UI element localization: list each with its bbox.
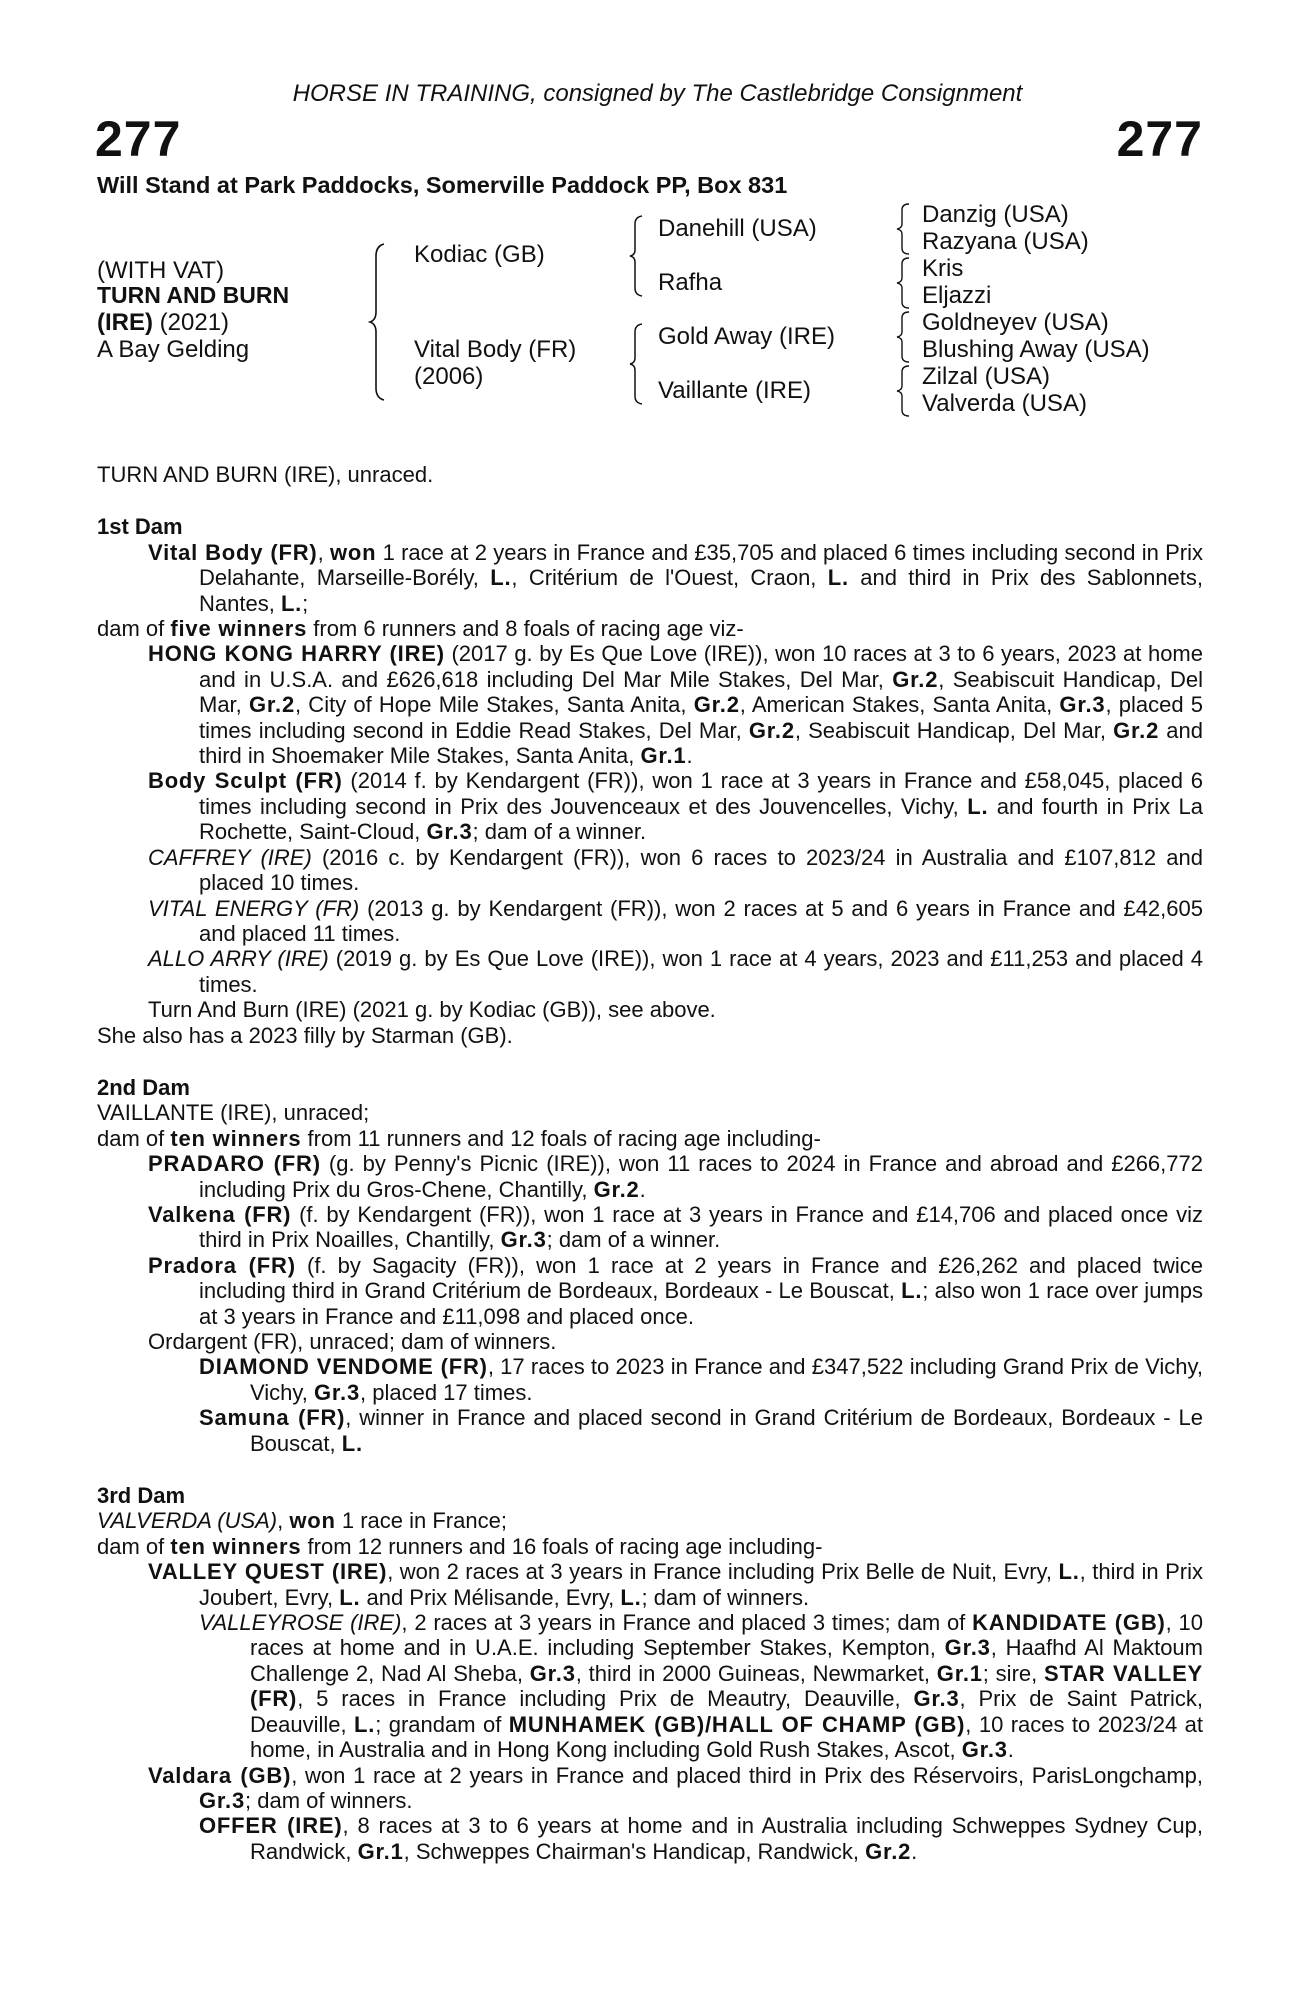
brace-g2 bbox=[895, 256, 911, 310]
first-dam-record: Vital Body (FR), won 1 race at 2 years in France and £35,705 and placed 6 times including second in Prix Delahante, Marseille-Borély, L., Critérium de l'Ouest, Craon, L. and third in Prix des Sablonnets, Nantes, L.; bbox=[148, 539, 1204, 616]
second-dam-heading: 2nd Dam bbox=[97, 1074, 190, 1100]
produce-hong-kong-harry: HONG KONG HARRY (IRE) (2017 g. by Es Que Love (IRE)), won 10 races at 3 to 6 years, 2023 at home and in U.S.A. and £626,618 including Del Mar Mile Stakes, Del Mar, Gr.2, Seabiscuit Handicap, Del Mar, Gr.2, City of Hope Mile Stakes, Santa Anita, Gr.2, American Stakes, Santa Anita, Gr.3, placed 5 times including second in Eddie Read Stakes, Del Mar, Gr.2, Seabiscuit Handicap, Del Mar, Gr.2 and third in Shoemaker Mile Stakes, Santa Anita, Gr.1. bbox=[148, 641, 1203, 769]
gdam-5: Goldneyev (USA) bbox=[922, 309, 1109, 336]
sire-dam: Rafha bbox=[658, 269, 723, 296]
horse-description: A Bay Gelding bbox=[97, 336, 250, 363]
brace-g1 bbox=[895, 202, 911, 256]
horse-name: TURN AND BURN bbox=[97, 282, 290, 308]
brace-dam bbox=[628, 322, 644, 406]
produce-body-sculpt: Body Sculpt (FR) (2014 f. by Kendargent (FR)), won 1 race at 3 years in France and £58,045, placed 6 times including second in Prix des Jouvenceaux et des Jouvencelles, Vichy, L. and fourth in Prix La Rochette, Saint-Cloud, Gr.3; dam of a winner. bbox=[148, 768, 1203, 845]
third-dam-heading: 3rd Dam bbox=[97, 1483, 186, 1509]
dam-name: Vital Body (FR) bbox=[414, 336, 577, 363]
gdam-6: Blushing Away (USA) bbox=[922, 336, 1150, 363]
produce-vital-energy: VITAL ENERGY (FR) (2013 g. by Kendargent (FR)), won 2 races at 5 and 6 years in France and £42,605 and placed 11 times. bbox=[148, 895, 1203, 946]
produce-diamond-vendome: DIAMOND VENDOME (FR), 17 races to 2023 in France and £347,522 including Grand Prix de Vichy, Vichy, Gr.3, placed 17 times. bbox=[199, 1354, 1203, 1405]
dam-dam: Vaillante (IRE) bbox=[658, 377, 811, 404]
horse-name-suffix bbox=[97, 309, 229, 336]
first-dam-heading: 1st Dam bbox=[97, 514, 183, 540]
third-dam-name: VALVERDA (USA), won 1 race in France; bbox=[97, 1508, 507, 1534]
produce-pradaro: PRADARO (FR) (g. by Penny's Picnic (IRE)), won 11 races to 2024 in France and abroad and £266,772 including Prix du Gros-Chene, Chantilly, Gr.2. bbox=[148, 1151, 1203, 1202]
sire-name: Kodiac (GB) bbox=[414, 241, 545, 268]
vat-note: (WITH VAT) bbox=[97, 257, 225, 284]
second-dam-name: VAILLANTE (IRE), unraced; bbox=[97, 1100, 370, 1126]
produce-ordargent: Ordargent (FR), unraced; dam of winners. bbox=[148, 1329, 557, 1354]
produce-turn-and-burn: Turn And Burn (IRE) (2021 g. by Kodiac (GB)), see above. bbox=[148, 997, 716, 1023]
produce-pradora: Pradora (FR) (f. by Sagacity (FR)), won 1 race at 2 years in France and £26,262 and placed twice including third in Grand Critérium de Bordeaux, Bordeaux - Le Bouscat, L.; also won 1 race over jumps at 3 years in France and £11,098 and placed once. bbox=[148, 1252, 1203, 1329]
produce-valkena: Valkena (FR) (f. by Kendargent (FR)), won 1 race at 3 years in France and £14,706 and placed once viz third in Prix Noailles, Chantilly, Gr.3; dam of a winner. bbox=[148, 1201, 1203, 1253]
stand-location: Will Stand at Park Paddocks, Somerville Paddock PP, Box 831 bbox=[97, 172, 788, 198]
gdam-4: Eljazzi bbox=[922, 282, 992, 309]
lot-number-left: 277 bbox=[95, 111, 182, 167]
gdam-2: Razyana (USA) bbox=[922, 228, 1089, 255]
lot-number-right: 277 bbox=[1116, 111, 1203, 167]
brace-sire bbox=[628, 214, 644, 298]
gdam-7: Zilzal (USA) bbox=[922, 363, 1051, 390]
first-dam-name: Vital Body (FR) bbox=[148, 539, 318, 565]
won-label: won bbox=[329, 539, 377, 565]
produce-valleyrose: VALLEYROSE (IRE), 2 races at 3 years in France and placed 3 times; dam of KANDIDATE (GB), 10 races at home and in U.A.E. including September Stakes, Kempton, Gr.3, Haafhd Al Maktoum Challenge 2, Nad Al Sheba, Gr.3, third in 2000 Guineas, Newmarket, Gr.1; sire, STAR VALLEY (FR), 5 races in France including Prix de Meautry, Deauville, Gr.3, Prix de Saint Patrick, Deauville, L.; grandam of MUNHAMEK (GB)/HALL OF CHAMP (GB), 10 races to 2023/24 at home, in Australia and in Hong Kong including Gold Rush Stakes, Ascot, Gr.3. bbox=[199, 1610, 1204, 1763]
produce-valley-quest: VALLEY QUEST (IRE), won 2 races at 3 years in France including Prix Belle de Nuit, Evry, L., third in Prix Joubert, Evry, L. and Prix Mélisande, Evry, L.; dam of winners. bbox=[148, 1559, 1203, 1610]
brace-g3 bbox=[895, 310, 911, 364]
gdam-3: Kris bbox=[922, 255, 964, 282]
brace-g4 bbox=[895, 364, 911, 418]
third-dam-produce-summary: dam of ten winners from 12 runners and 16 foals of racing age including- bbox=[97, 1533, 823, 1559]
consignment-line: HORSE IN TRAINING, consigned by The Castlebridge Consignment bbox=[292, 80, 1023, 107]
gdam-1: Danzig (USA) bbox=[922, 201, 1069, 228]
sire-sire: Danehill (USA) bbox=[658, 215, 817, 242]
produce-offer: OFFER (IRE), 8 races at 3 to 6 years at home and in Australia including Schweppes Sydney Cup, Randwick, Gr.1, Schweppes Chairman's Handicap, Randwick, Gr.2. bbox=[199, 1813, 1203, 1864]
produce-valdara: Valdara (GB), won 1 race at 2 years in France and placed third in Prix des Réservoirs, ParisLongchamp, Gr.3; dam of winners. bbox=[148, 1762, 1203, 1813]
dam-year: (2006) bbox=[414, 363, 484, 390]
first-dam-produce-summary: dam of five winners from 6 runners and 8 foals of racing age viz- bbox=[97, 616, 744, 642]
produce-samuna: Samuna (FR), winner in France and placed second in Grand Critérium de Bordeaux, Bordeaux - Le Bouscat, L. bbox=[199, 1405, 1203, 1456]
gdam-8: Valverda (USA) bbox=[922, 390, 1087, 417]
dam-sire: Gold Away (IRE) bbox=[658, 323, 835, 350]
produce-caffrey: CAFFREY (IRE) (2016 c. by Kendargent (FR)), won 6 races to 2023/24 in Australia and £107,812 and placed 10 times. bbox=[148, 844, 1204, 896]
summary-line: TURN AND BURN (IRE), unraced. bbox=[97, 462, 434, 487]
second-dam-produce-summary: dam of ten winners from 11 runners and 12 foals of racing age including- bbox=[97, 1125, 821, 1151]
race-record bbox=[97, 462, 1203, 1864]
horse-country: (IRE) bbox=[97, 309, 153, 336]
produce-allo-arry: ALLO ARRY (IRE) (2019 g. by Es Que Love (IRE)), won 1 race at 4 years, 2023 and £11,253 and placed 4 times. bbox=[148, 946, 1203, 997]
also-has-line: She also has a 2023 filly by Starman (GB). bbox=[97, 1022, 513, 1048]
brace-main bbox=[368, 242, 386, 402]
horse-year: (2021) bbox=[159, 309, 230, 336]
